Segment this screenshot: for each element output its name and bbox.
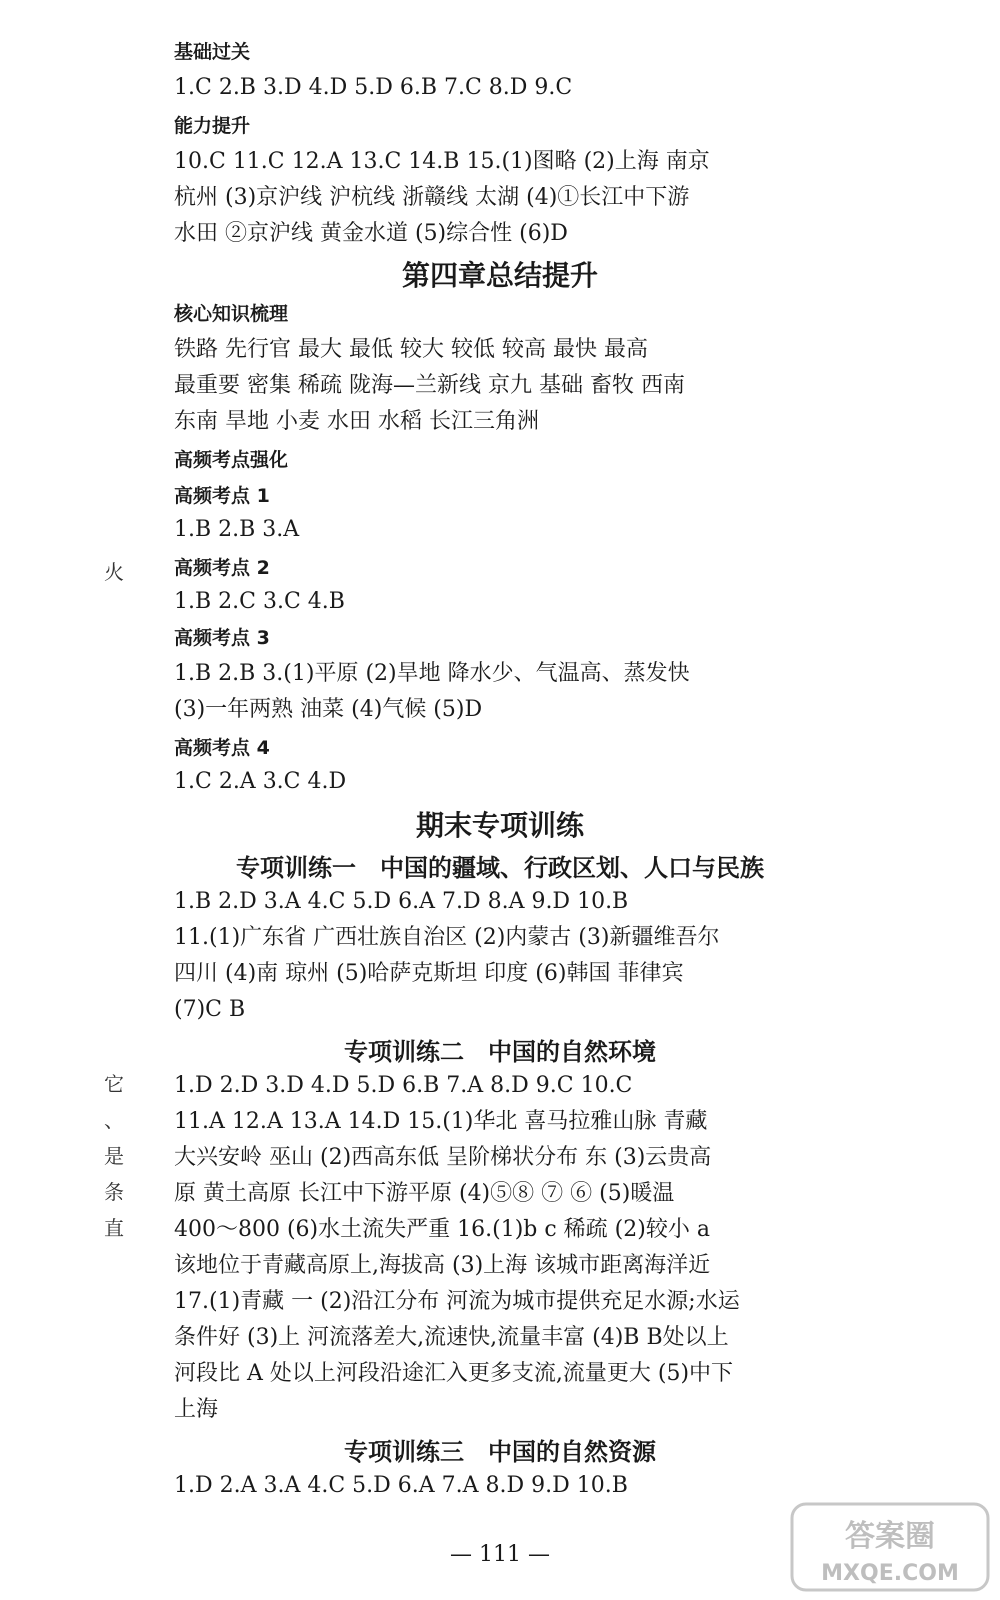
answer-line: 1.D 2.A 3.A 4.C 5.D 6.A 7.A 8.D 9.D 10.B bbox=[174, 1473, 628, 1498]
answer-line: 四川 (4)南 琼州 (5)哈萨克斯坦 印度 (6)韩国 菲律宾 bbox=[174, 961, 684, 986]
answer-line: 1.C 2.B 3.D 4.D 5.D 6.B 7.C 8.D 9.C bbox=[174, 75, 573, 100]
knowledge-line: 最重要 密集 稀疏 陇海—兰新线 京九 基础 畜牧 西南 bbox=[174, 373, 685, 398]
watermark-logo bbox=[790, 1502, 990, 1592]
margin-char: 直 bbox=[104, 1216, 124, 1240]
margin-char: 它 bbox=[104, 1072, 124, 1096]
svg-text:答案圈: 答案圈 bbox=[845, 1519, 935, 1554]
answer-line: 大兴安岭 巫山 (2)西高东低 呈阶梯状分布 东 (3)云贵高 bbox=[174, 1145, 712, 1170]
kp3-heading: 高频考点 3 bbox=[174, 627, 270, 649]
svg-text:MXQE.COM: MXQE.COM bbox=[821, 1561, 959, 1586]
knowledge-line: 东南 旱地 小麦 水田 水稻 长江三角洲 bbox=[174, 409, 539, 434]
knowledge-line: 铁路 先行官 最大 最低 较大 较低 较高 最快 最高 bbox=[174, 337, 648, 362]
kp4-answers: 1.C 2.A 3.C 4.D bbox=[174, 769, 347, 794]
kp2-answers: 1.B 2.C 3.C 4.B bbox=[174, 589, 345, 614]
answer-line: 17.(1)青藏 一 (2)沿江分布 河流为城市提供充足水源;水运 bbox=[174, 1289, 740, 1314]
margin-char: 、 bbox=[104, 1108, 124, 1132]
answer-line: 11.(1)广东省 广西壮族自治区 (2)内蒙古 (3)新疆维吾尔 bbox=[174, 925, 720, 950]
heading-nengli-tisheng: 能力提升 bbox=[174, 115, 251, 137]
chapter-title: 第四章总结提升 bbox=[401, 259, 598, 292]
heading-gaopin: 高频考点强化 bbox=[174, 449, 289, 471]
answer-line: 该地位于青藏高原上,海拔高 (3)上海 该城市距离海洋近 bbox=[174, 1253, 711, 1278]
answer-line: 杭州 (3)京沪线 沪杭线 浙赣线 太湖 (4)①长江中下游 bbox=[174, 185, 690, 210]
answer-line: 水田 ②京沪线 黄金水道 (5)综合性 (6)D bbox=[174, 221, 568, 246]
answer-line: 10.C 11.C 12.A 13.C 14.B 15.(1)图略 (2)上海 南京 bbox=[174, 149, 710, 174]
kp1-heading: 高频考点 1 bbox=[174, 485, 270, 507]
kp2-heading: 高频考点 2 bbox=[174, 557, 270, 579]
heading-hexin: 核心知识梳理 bbox=[174, 303, 289, 325]
margin-char: 条 bbox=[104, 1180, 124, 1204]
answer-line: 上海 bbox=[174, 1397, 219, 1422]
training-3-title: 专项训练三 中国的自然资源 bbox=[344, 1438, 656, 1466]
kp3-answers: 1.B 2.B 3.(1)平原 (2)旱地 降水少、气温高、蒸发快 bbox=[174, 661, 690, 686]
answer-line: (7)C B bbox=[174, 997, 246, 1022]
answer-line: 1.B 2.D 3.A 4.C 5.D 6.A 7.D 8.A 9.D 10.B bbox=[174, 889, 629, 914]
answer-line: 原 黄土高原 长江中下游平原 (4)⑤⑧ ⑦ ⑥ (5)暖温 bbox=[174, 1181, 675, 1206]
answer-line: 11.A 12.A 13.A 14.D 15.(1)华北 喜马拉雅山脉 青藏 bbox=[174, 1109, 708, 1134]
kp1-answers: 1.B 2.B 3.A bbox=[174, 517, 300, 542]
margin-char: 是 bbox=[104, 1144, 124, 1168]
kp4-heading: 高频考点 4 bbox=[174, 737, 270, 759]
kp3-answers: (3)一年两熟 油菜 (4)气候 (5)D bbox=[174, 697, 483, 722]
page-number: — 111 — bbox=[450, 1542, 550, 1567]
section-title: 期末专项训练 bbox=[415, 809, 584, 842]
training-1-title: 专项训练一 中国的疆域、行政区划、人口与民族 bbox=[236, 854, 764, 882]
heading-jichu-guoguan: 基础过关 bbox=[174, 41, 251, 63]
margin-char: 火 bbox=[104, 560, 124, 584]
answer-line: 河段比 A 处以上河段沿途汇入更多支流,流量更大 (5)中下 bbox=[174, 1361, 734, 1386]
answer-line: 1.D 2.D 3.D 4.D 5.D 6.B 7.A 8.D 9.C 10.C bbox=[174, 1073, 633, 1098]
answer-line: 条件好 (3)上 河流落差大,流速快,流量丰富 (4)B B处以上 bbox=[174, 1325, 729, 1350]
answer-line: 400～800 (6)水土流失严重 16.(1)b c 稀疏 (2)较小 a bbox=[174, 1217, 710, 1242]
training-2-title: 专项训练二 中国的自然环境 bbox=[344, 1038, 656, 1066]
